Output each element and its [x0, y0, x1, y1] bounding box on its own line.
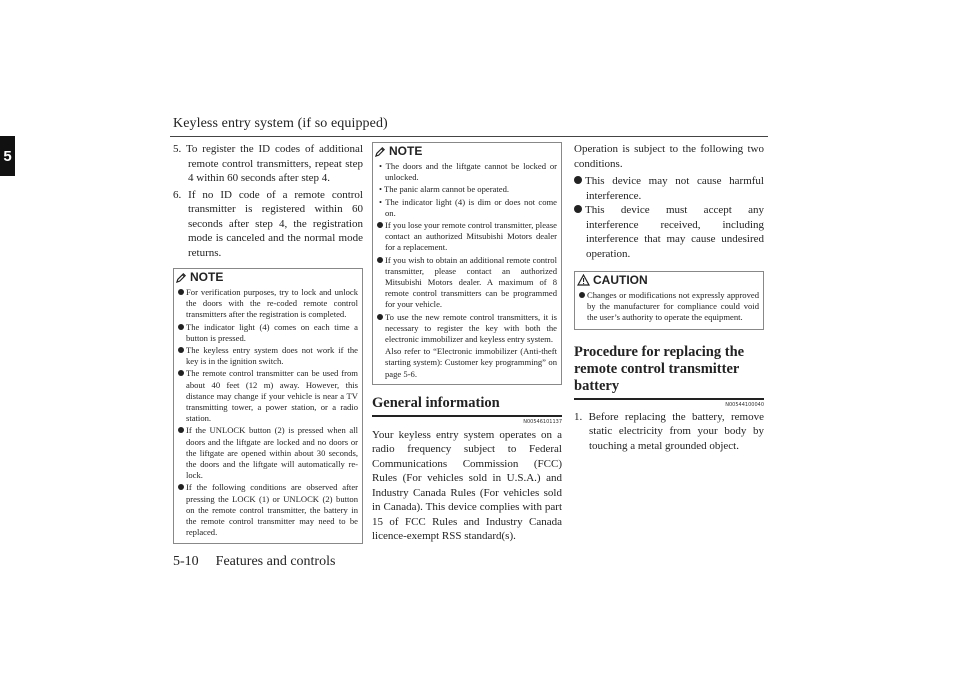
note-item: The indicator light (4) comes on each time a button is pressed. [178, 322, 358, 344]
note-item: If you lose your remote control transmitter, please contact an authorized Mitsubishi Motors dealer for a replacement. [377, 220, 557, 254]
page-header-title: Keyless entry system (if so equipped) [173, 116, 388, 131]
column-2 [372, 142, 562, 544]
note-item: If the following conditions are observed after pressing the LOCK (1) or UNLOCK (2) button on the remote control transmitter, the battery in the remote control transmitter may need to be replaced. [178, 482, 358, 538]
bullet-dot-icon [574, 205, 582, 213]
bullet-dot-icon [377, 257, 383, 263]
section-code: N00546101137 [523, 418, 562, 425]
note-header [373, 142, 561, 159]
bullet-dot-icon [579, 292, 585, 298]
note-item: For verification purposes, try to lock and unlock the doors with the re-coded remote control transmitters after the registration is completed. [178, 287, 358, 321]
note-header [174, 268, 362, 285]
note-item: If the UNLOCK button (2) is pressed when all doors and the liftgate are locked and no doors or the liftgate are opened within about 30 seconds, the doors and the liftgate will automatically re-lock. [178, 425, 358, 481]
note-label: NOTE [190, 270, 224, 284]
note-subitem: • The panic alarm cannot be operated. [379, 184, 510, 195]
section-title-battery-replacement: Procedure for replacing the remote control transmitter battery [574, 344, 764, 400]
chapter-tab: 5 [0, 136, 15, 176]
note-item: The keyless entry system does not work if the key is in the ignition switch. [178, 345, 358, 367]
column-1 [173, 142, 363, 544]
bullet-dot-icon [178, 427, 184, 433]
note-pencil-icon [176, 272, 187, 283]
page-footer [173, 554, 335, 570]
note-subitem: • The indicator light (4) is dim or does not come on. [379, 196, 557, 218]
bullet-dot-icon [178, 370, 184, 376]
section-code: N00544100040 [725, 401, 764, 408]
section-title-general-information: General information [372, 395, 562, 417]
caution-label: CAUTION [593, 273, 648, 287]
caution-item: Changes or modifications not expressly approved by the manufacturer for compliance could void the user’s authority to operate the equipment. [579, 290, 759, 324]
step-5: 5. To register the ID codes of additional remote control transmitters, repeat step 4 within 60 seconds after step 4. [173, 143, 363, 184]
caution-header [575, 271, 763, 288]
note-subitem: • The doors and the liftgate cannot be locked or unlocked. [379, 161, 557, 183]
note-item: The remote control transmitter can be used from about 40 feet (12 m) away. However, this distance may change if your vehicle is near a TV transmitting tower, a power station, or a radio station. [178, 368, 358, 424]
note-box [173, 268, 363, 544]
condition-item: This device may not cause harmful interference. [574, 174, 764, 203]
warning-triangle-icon [577, 274, 590, 286]
general-information-body: Your keyless entry system operates on a radio frequency subject to Federal Communications Commission (FCC) Rules (For vehicles sold in U.S.A.) and Industry Canada Rules (For vehicles sold in Canada). This device complies with part 15 of FCC Rules and Industry Canada licence-exempt RSS standard(s). [372, 428, 562, 543]
conditions-intro: Operation is subject to the following two conditions. [574, 143, 764, 170]
page-number: 5-10 [173, 554, 199, 569]
bullet-dot-icon [178, 289, 184, 295]
bullet-dot-icon [377, 222, 383, 228]
bullet-dot-icon [178, 484, 184, 490]
step-6: 6. If no ID code of a remote control transmitter is registered within 60 seconds after step 4, the registration mode is canceled and the normal mode returns. [173, 188, 363, 259]
note-also-refer: Also refer to “Electronic immobilizer (Anti-theft starting system): Customer key programming” on page 5-6. [385, 346, 557, 379]
footer-section: Features and controls [215, 554, 336, 569]
column-3 [574, 142, 764, 455]
bullet-dot-icon [377, 314, 383, 320]
note-pencil-icon [375, 146, 386, 157]
note-item: If you wish to obtain an additional remote control transmitter, please contact an authorized Mitsubishi Motors dealer. A maximum of 8 remote control transmitters can be programmed for your vehicle. [377, 255, 557, 311]
caution-box [574, 271, 764, 330]
note-item: To use the new remote control transmitters, it is necessary to register the key with both the electronic immobilizer and keyless entry system. [377, 312, 557, 346]
bullet-dot-icon [178, 324, 184, 330]
bullet-dot-icon [178, 347, 184, 353]
bullet-dot-icon [574, 176, 582, 184]
note-box-continued [372, 142, 562, 385]
condition-item: This device must accept any interference received, including interference that may cause undesired operation. [574, 203, 764, 261]
battery-step-1: 1. Before replacing the battery, remove static electricity from your body by touching a metal grounded object. [574, 410, 764, 452]
note-label: NOTE [389, 144, 423, 158]
header-divider [170, 136, 768, 137]
